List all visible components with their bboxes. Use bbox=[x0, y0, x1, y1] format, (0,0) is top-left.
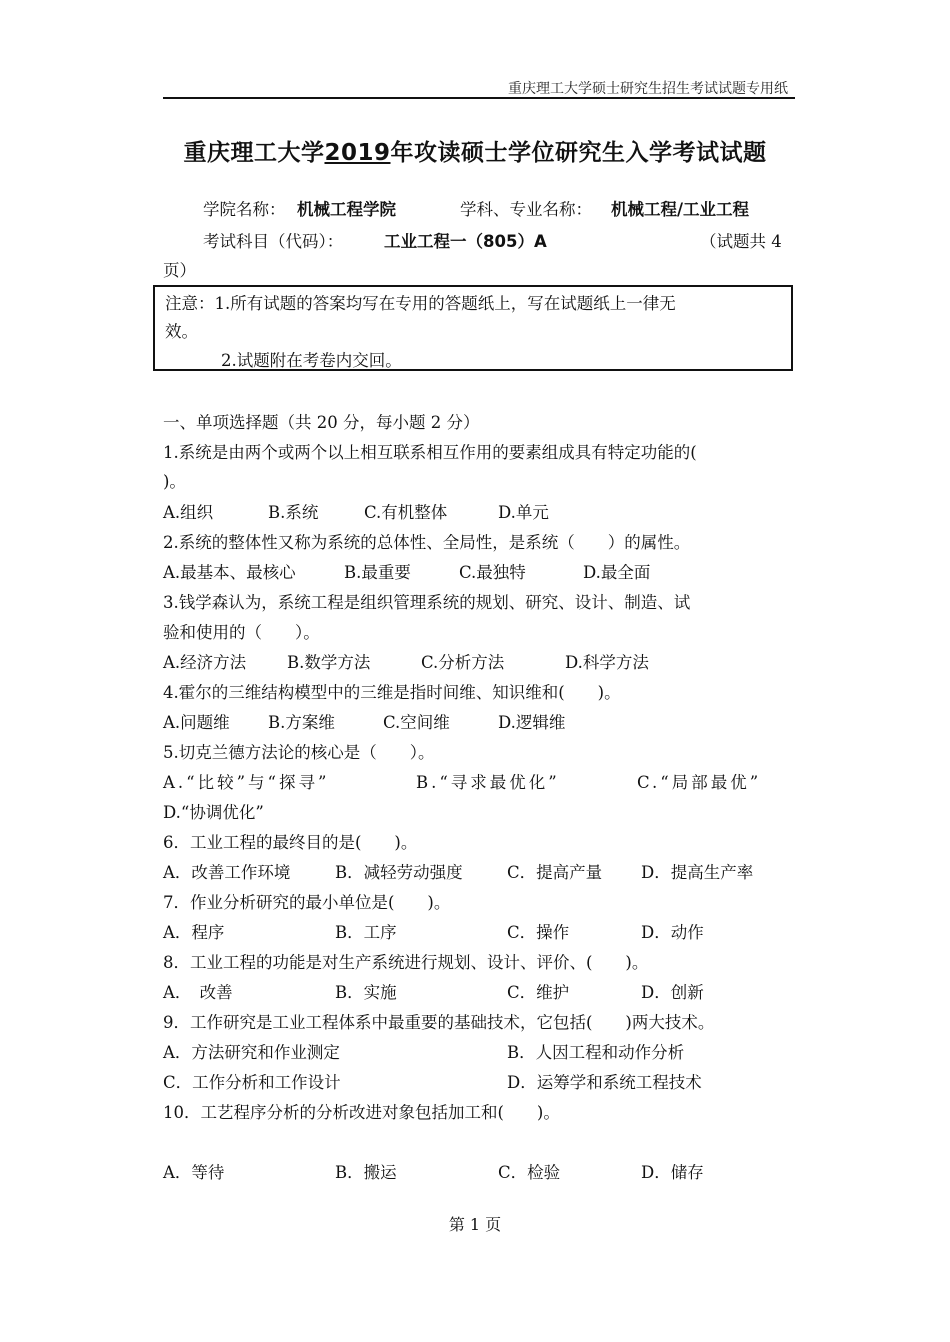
question-3-option-c: C.分析方法 bbox=[421, 653, 505, 672]
notice-line-3: 2.试题附在考卷内交回。 bbox=[221, 351, 402, 370]
question-3-option-b: B.数学方法 bbox=[287, 653, 371, 672]
question-3-option-d: D.科学方法 bbox=[565, 653, 649, 672]
question-1-option-a: A.组织 bbox=[163, 503, 214, 522]
section-heading: 一、单项选择题（共 20 分，每小题 2 分） bbox=[163, 413, 480, 432]
notice-line-2: 效。 bbox=[165, 322, 198, 341]
question-2-stem: 2.系统的整体性又称为系统的总体性、全局性，是系统（ ）的属性。 bbox=[163, 533, 691, 552]
question-1-option-d: D.单元 bbox=[498, 503, 549, 522]
question-8-option-a: A． 改善 bbox=[163, 983, 233, 1002]
question-8-option-c: C．维护 bbox=[507, 983, 570, 1002]
question-9-option-a: A．方法研究和作业测定 bbox=[163, 1043, 340, 1062]
question-9-option-d: D．运筹学和系统工程技术 bbox=[507, 1073, 702, 1092]
question-9-option-b: B．人因工程和动作分析 bbox=[507, 1043, 685, 1062]
question-2-option-a: A.最基本、最核心 bbox=[163, 563, 296, 582]
question-3-stem-cont: 验和使用的（ ）。 bbox=[163, 623, 320, 642]
header-rule bbox=[163, 97, 795, 99]
question-6-option-d: D．提高生产率 bbox=[641, 863, 754, 882]
question-7-option-b: B．工序 bbox=[335, 923, 397, 942]
page-count-a: （试题共 4 bbox=[700, 232, 782, 251]
question-7-option-a: A．程序 bbox=[163, 923, 225, 942]
question-6-stem: 6．工业工程的最终目的是( )。 bbox=[163, 833, 418, 852]
title-suffix: 年攻读硕士学位研究生入学考试试题 bbox=[390, 140, 767, 166]
major-value: 机械工程/工业工程 bbox=[611, 200, 750, 219]
major-label: 学科、专业名称： bbox=[460, 200, 592, 219]
question-6-option-a: A．改善工作环境 bbox=[163, 863, 291, 882]
question-10-option-a: A．等待 bbox=[163, 1163, 225, 1182]
page-count-b: 页） bbox=[163, 261, 196, 280]
question-10-stem: 10．工艺程序分析的分析改进对象包括加工和( )。 bbox=[163, 1103, 560, 1122]
question-1-option-c: C.有机整体 bbox=[364, 503, 448, 522]
title-prefix: 重庆理工大学 bbox=[183, 140, 325, 166]
notice-line-1: 注意：1.所有试题的答案均写在专用的答题纸上，写在试题纸上一律无 bbox=[165, 294, 676, 313]
question-8-option-b: B．实施 bbox=[335, 983, 397, 1002]
notice-box bbox=[153, 285, 793, 371]
subject-value: 工业工程一（805）A bbox=[384, 232, 547, 251]
question-7-stem: 7．作业分析研究的最小单位是( )。 bbox=[163, 893, 451, 912]
question-10-option-c: C．检验 bbox=[498, 1163, 561, 1182]
question-5-option-c: C.“局部最优” bbox=[637, 773, 762, 792]
question-1-option-b: B.系统 bbox=[268, 503, 319, 522]
question-5-option-b: B.“寻求最优化” bbox=[416, 773, 560, 792]
title-year: 2019 bbox=[324, 140, 391, 166]
question-7-option-c: C．操作 bbox=[507, 923, 570, 942]
question-5-option-d: D.“协调优化” bbox=[163, 803, 264, 822]
question-4-option-b: B.方案维 bbox=[268, 713, 335, 732]
question-9-stem: 9．工作研究是工业工程体系中最重要的基础技术，它包括( )两大技术。 bbox=[163, 1013, 715, 1032]
question-2-option-b: B.最重要 bbox=[344, 563, 411, 582]
question-4-stem: 4.霍尔的三维结构模型中的三维是指时间维、知识维和( )。 bbox=[163, 683, 621, 702]
page-number: 第 1 页 bbox=[448, 1215, 502, 1234]
question-10-option-d: D．储存 bbox=[641, 1163, 704, 1182]
question-1-stem: 1.系统是由两个或两个以上相互联系相互作用的要素组成具有特定功能的( bbox=[163, 443, 697, 462]
question-3-stem: 3.钱学森认为，系统工程是组织管理系统的规划、研究、设计、制造、试 bbox=[163, 593, 691, 612]
college-label: 学院名称： bbox=[203, 200, 286, 219]
question-7-option-d: D．动作 bbox=[641, 923, 704, 942]
question-6-option-c: C．提高产量 bbox=[507, 863, 603, 882]
question-9-option-c: C．工作分析和工作设计 bbox=[163, 1073, 341, 1092]
question-4-option-c: C.空间维 bbox=[383, 713, 450, 732]
question-2-option-c: C.最独特 bbox=[459, 563, 526, 582]
page-header-text: 重庆理工大学硕士研究生招生考试试题专用纸 bbox=[508, 81, 788, 97]
question-8-stem: 8．工业工程的功能是对生产系统进行规划、设计、评价、( )。 bbox=[163, 953, 649, 972]
question-5-option-a: A.“比较”与“探寻” bbox=[163, 773, 330, 792]
question-4-option-d: D.逻辑维 bbox=[498, 713, 566, 732]
question-3-option-a: A.经济方法 bbox=[163, 653, 247, 672]
question-2-option-d: D.最全面 bbox=[583, 563, 651, 582]
question-4-option-a: A.问题维 bbox=[163, 713, 230, 732]
college-value: 机械工程学院 bbox=[297, 200, 396, 219]
subject-label: 考试科目（代码）： bbox=[203, 232, 344, 251]
question-6-option-b: B．减轻劳动强度 bbox=[335, 863, 463, 882]
question-1-stem-cont: )。 bbox=[163, 472, 186, 491]
question-5-stem: 5.切克兰德方法论的核心是（ ）。 bbox=[163, 743, 435, 762]
question-10-option-b: B．搬运 bbox=[335, 1163, 397, 1182]
exam-title bbox=[0, 134, 950, 167]
question-8-option-d: D．创新 bbox=[641, 983, 704, 1002]
